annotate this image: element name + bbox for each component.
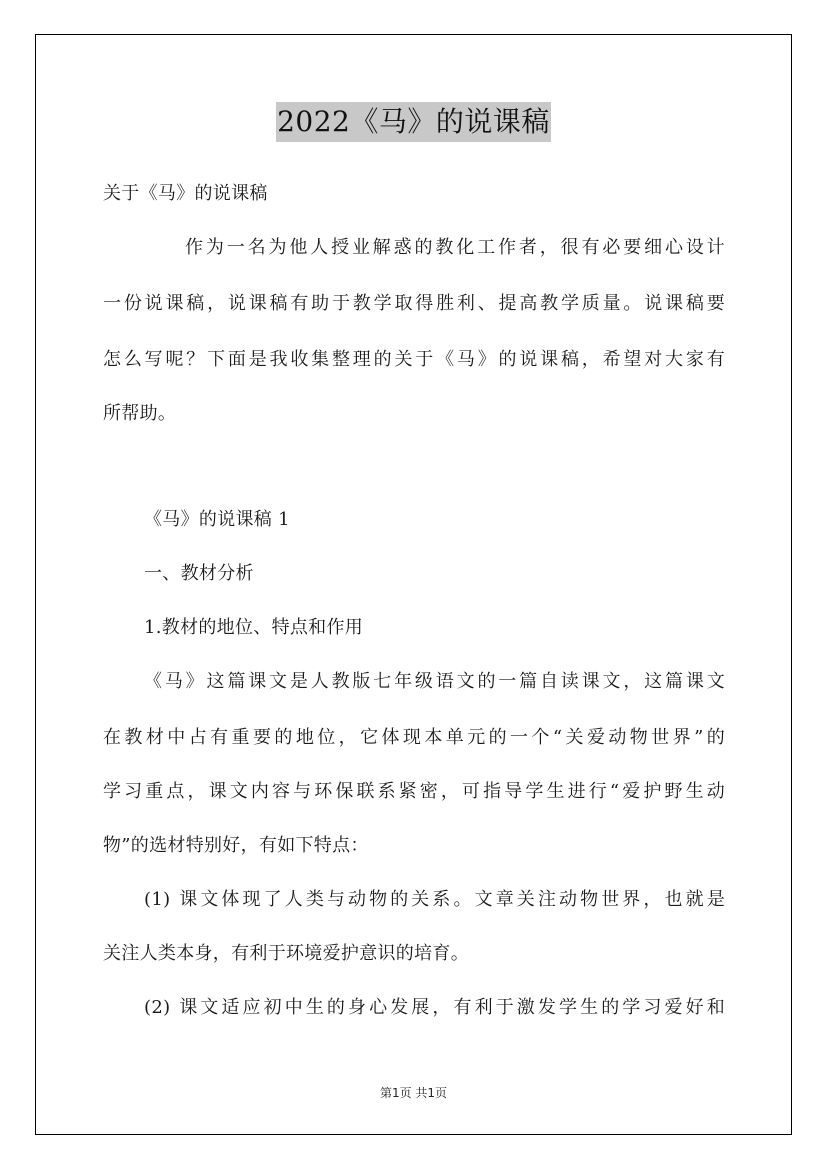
paragraph-line: 所帮助。 — [103, 403, 177, 424]
paragraph-line: 一份说课稿，说课稿有助于教学取得胜利、提高教学质量。说课稿要 — [103, 293, 725, 314]
subsection-heading: 一、教材分析 — [144, 563, 254, 584]
subsection-heading: 1.教材的地位、特点和作用 — [144, 617, 364, 638]
list-item-line: (2) 课文适应初中生的身心发展，有利于激发学生的学习爱好和 — [144, 997, 725, 1018]
section-heading: 《马》的说课稿 1 — [144, 509, 290, 530]
paragraph-line: 怎么写呢？下面是我收集整理的关于《马》的说课稿，希望对大家有 — [103, 349, 725, 370]
list-item-line: (1) 课文体现了人类与动物的关系。文章关注动物世界，也就是 — [144, 889, 725, 910]
paragraph-line: 作为一名为他人授业解惑的教化工作者，很有必要细心设计 — [185, 237, 725, 258]
page-footer: 第1页 共1页 — [379, 1086, 448, 1100]
title-container — [0, 102, 827, 142]
paragraph-line: 物”的选材特别好，有如下特点： — [103, 835, 369, 856]
paragraph-line: 《马》这篇课文是人教版七年级语文的一篇自读课文，这篇课文 — [144, 671, 725, 692]
paragraph-line: 在教材中占有重要的地位，它体现本单元的一个“关爱动物世界”的 — [103, 727, 725, 748]
document-title: 2022《马》的说课稿 — [276, 102, 551, 142]
paragraph-line: 学习重点，课文内容与环保联系紧密，可指导学生进行“爱护野生动 — [103, 781, 725, 802]
intro-heading: 关于《马》的说课稿 — [103, 183, 268, 204]
list-item-line: 关注人类本身，有利于环境爱护意识的培育。 — [103, 943, 469, 964]
